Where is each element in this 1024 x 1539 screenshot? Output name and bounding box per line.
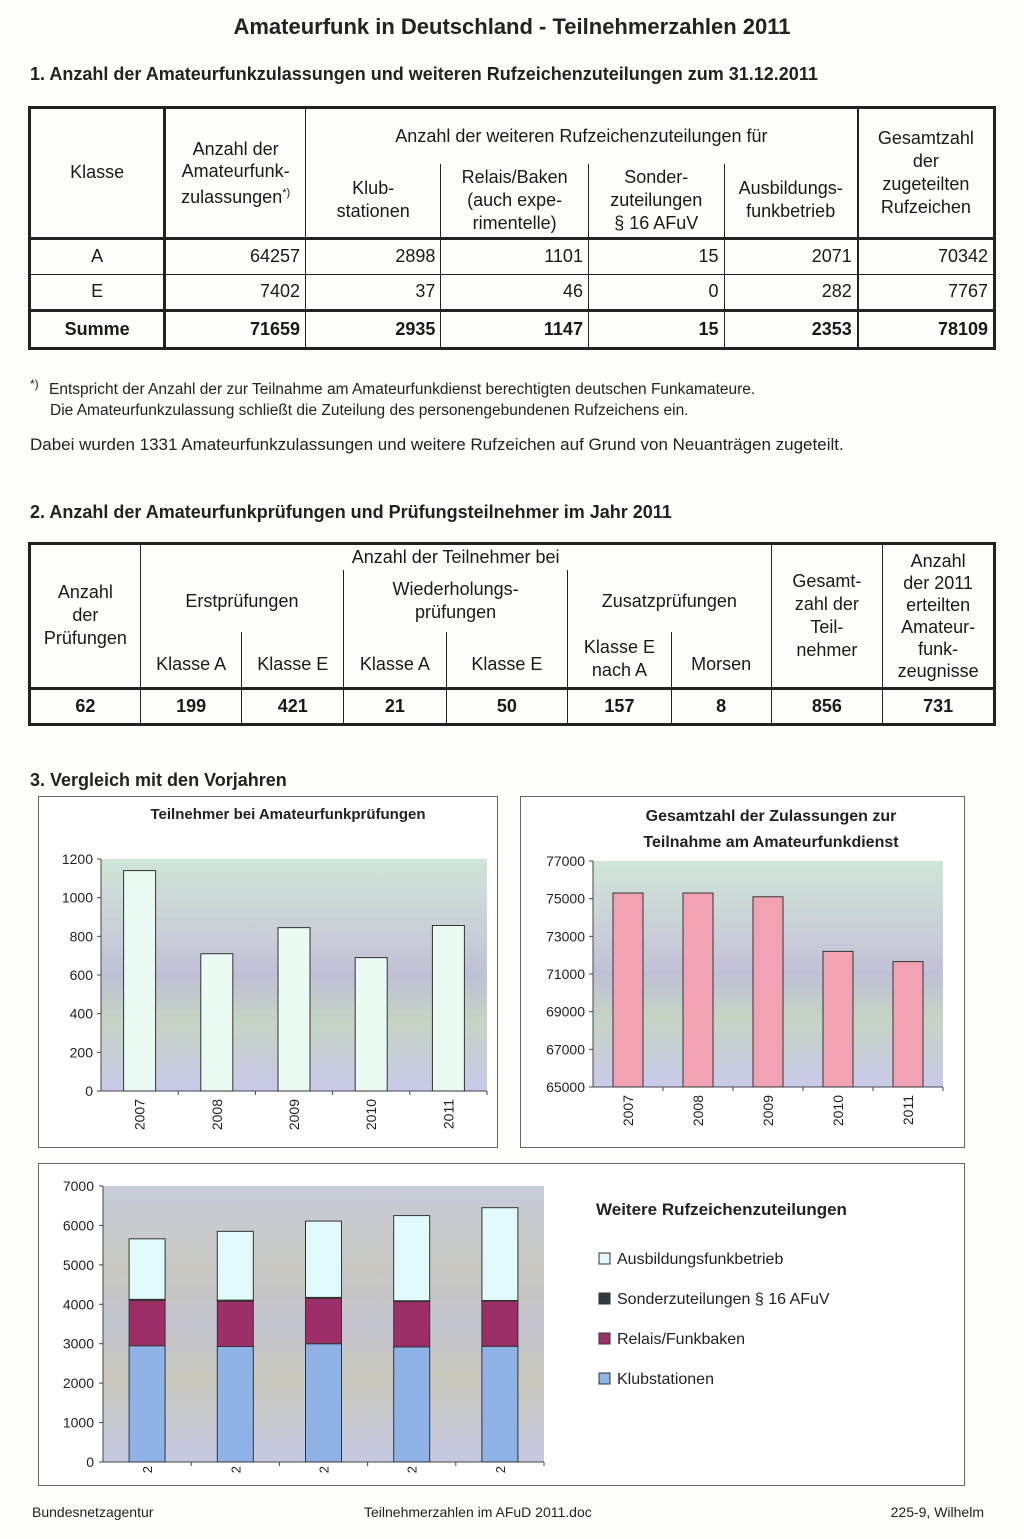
header-klasse: Klasse xyxy=(30,108,165,239)
table-row: A 64257 2898 1101 15 2071 70342 xyxy=(30,238,995,274)
y-tick-label: 77000 xyxy=(546,853,585,869)
legend-label: Klubstationen xyxy=(617,1371,714,1388)
y-tick-label: 4000 xyxy=(62,1296,94,1313)
table-row: 62 199 421 21 50 157 8 856 731 xyxy=(30,688,995,724)
section1-heading: 1. Anzahl der Amateurfunkzulassungen und weiteren Rufzeichenzuteilungen zum 31.12.2011 xyxy=(30,64,818,84)
footnote: *) Entspricht der Anzahl der zur Teilnahme am Amateurfunkdienst berechtigten deutschen Funkamateure. Die Amateurfunkzulassung schließt die Zuteilung des personengebundenen Rufzeichens ein. xyxy=(30,377,756,420)
x-tick-label: 2007 xyxy=(131,1099,148,1131)
y-tick-label: 0 xyxy=(86,1454,94,1470)
x-tick-label: 2 xyxy=(316,1466,332,1474)
bar xyxy=(683,893,713,1087)
stacked-bar-segment xyxy=(217,1346,253,1462)
x-tick-label: 2010 xyxy=(363,1099,380,1131)
y-tick-label: 200 xyxy=(69,1044,93,1061)
x-tick-label: 2009 xyxy=(760,1095,776,1127)
y-tick-label: 71000 xyxy=(546,966,585,982)
exams-table xyxy=(28,542,996,726)
legend-title: Weitere Rufzeichenzuteilungen xyxy=(596,1200,847,1219)
chart-callsigns xyxy=(39,1164,964,1485)
bar xyxy=(893,962,923,1087)
y-tick-label: 1000 xyxy=(62,1414,94,1431)
header-relais: Relais/Baken (auch expe- rimentelle) xyxy=(441,164,589,239)
header-anzahl-pruefungen: Anzahl der Prüfungen xyxy=(30,544,141,689)
header-zulassungen: Anzahl der Amateurfunk- zulassungen*) xyxy=(165,108,306,239)
y-tick-label: 2000 xyxy=(62,1375,94,1392)
chart-participants-panel xyxy=(38,796,498,1148)
y-tick-label: 67000 xyxy=(546,1041,585,1058)
stacked-bar-segment xyxy=(482,1301,518,1346)
stacked-bar-segment xyxy=(482,1346,518,1462)
header-wdh-e: Klasse E xyxy=(446,632,567,688)
section2-heading: 2. Anzahl der Amateurfunkprüfungen und Prüfungsteilnehmer im Jahr 2011 xyxy=(30,502,672,522)
chart-title: Teilnehmer bei Amateurfunkprüfungen xyxy=(150,806,426,823)
legend-swatch xyxy=(599,1373,610,1384)
x-tick-label: 2010 xyxy=(830,1095,846,1127)
y-tick-label: 65000 xyxy=(546,1079,585,1095)
y-tick-label: 69000 xyxy=(546,1003,585,1020)
x-tick-label: 2007 xyxy=(620,1095,636,1127)
y-tick-label: 75000 xyxy=(546,890,585,907)
header-erst-e: Klasse E xyxy=(242,632,344,688)
new-applications-note: Dabei wurden 1331 Amateurfunkzulassungen und weitere Rufzeichen auf Grund von Neuanträgen zugeteilt. xyxy=(30,435,844,454)
chart-title-line2: Teilnahme am Amateurfunkdienst xyxy=(643,834,899,851)
y-tick-label: 1200 xyxy=(61,851,93,867)
legend-label: Ausbildungsfunkbetrieb xyxy=(617,1251,784,1268)
stacked-bar-segment xyxy=(129,1239,165,1300)
chart-callsigns-panel xyxy=(38,1163,965,1486)
legend-swatch xyxy=(599,1253,610,1264)
bar xyxy=(278,928,310,1091)
header-klub: Klub- stationen xyxy=(306,164,441,239)
y-tick-label: 400 xyxy=(69,1005,93,1022)
legend-label: Relais/Funkbaken xyxy=(617,1331,746,1348)
legend-label: Sonderzuteilungen § 16 AFuV xyxy=(617,1291,830,1308)
x-tick-label: 2 xyxy=(228,1466,244,1474)
footer-left: Bundesnetzagentur xyxy=(32,1504,154,1520)
y-tick-label: 0 xyxy=(85,1083,93,1099)
licenses-table xyxy=(28,106,996,350)
bar xyxy=(823,951,853,1087)
y-tick-label: 1000 xyxy=(61,889,93,906)
stacked-bar-segment xyxy=(306,1298,342,1343)
y-tick-label: 5000 xyxy=(62,1256,94,1273)
header-sonder: Sonder- zuteilungen § 16 AFuV xyxy=(588,164,724,239)
chart-title-line1: Gesamtzahl der Zulassungen zur xyxy=(645,808,897,825)
y-tick-label: 73000 xyxy=(546,928,585,945)
chart-participants xyxy=(39,797,497,1147)
x-tick-label: 2008 xyxy=(208,1099,225,1131)
header-erstpruefungen: Erstprüfungen xyxy=(140,570,343,632)
x-tick-label: 2 xyxy=(140,1466,156,1474)
y-tick-label: 800 xyxy=(69,928,93,945)
x-tick-label: 2011 xyxy=(900,1095,916,1126)
footer-right: 225-9, Wilhelm xyxy=(890,1504,984,1520)
stacked-bar-segment xyxy=(129,1346,165,1462)
x-tick-label: 2011 xyxy=(440,1099,457,1130)
header-wiederholungspruefungen: Wiederholungs- prüfungen xyxy=(344,570,568,632)
bar xyxy=(355,958,387,1091)
stacked-bar-segment xyxy=(217,1231,253,1300)
header-gesamt: Gesamtzahl der zugeteilten Rufzeichen xyxy=(858,108,995,239)
stacked-bar-segment xyxy=(394,1347,430,1462)
header-gesamtzahl: Gesamt- zahl der Teil- nehmer xyxy=(771,544,883,689)
header-erst-a: Klasse A xyxy=(140,632,242,688)
y-tick-label: 3000 xyxy=(62,1335,94,1352)
header-zusatz-ea: Klasse E nach A xyxy=(568,632,672,688)
section3-heading: 3. Vergleich mit den Vorjahren xyxy=(30,770,287,790)
summe-row: Summe 71659 2935 1147 15 2353 78109 xyxy=(30,310,995,348)
header-weitere: Anzahl der weiteren Rufzeichenzuteilungen für xyxy=(306,108,858,164)
footer-center: Teilnehmerzahlen im AFuD 2011.doc xyxy=(364,1504,592,1520)
header-teilnehmer-bei: Anzahl der Teilnehmer bei xyxy=(140,544,771,571)
header-wdh-a: Klasse A xyxy=(344,632,447,688)
header-zusatzpruefungen: Zusatzprüfungen xyxy=(568,570,771,632)
y-tick-label: 7000 xyxy=(62,1178,94,1194)
y-tick-label: 6000 xyxy=(62,1217,94,1234)
bar xyxy=(124,871,156,1091)
y-tick-label: 600 xyxy=(69,967,93,983)
bar xyxy=(432,926,464,1091)
stacked-bar-segment xyxy=(306,1344,342,1462)
legend-swatch xyxy=(599,1333,610,1344)
x-tick-label: 2009 xyxy=(286,1099,302,1131)
bar xyxy=(613,893,643,1087)
table-row: E 7402 37 46 0 282 7767 xyxy=(30,274,995,310)
x-tick-label: 2008 xyxy=(690,1095,706,1127)
stacked-bar-segment xyxy=(306,1221,342,1297)
chart-licenses xyxy=(521,797,964,1147)
x-tick-label: 2 xyxy=(492,1466,508,1474)
stacked-bar-segment xyxy=(394,1216,430,1301)
bar xyxy=(201,954,233,1091)
header-ausbildung: Ausbildungs- funkbetrieb xyxy=(724,164,858,239)
x-tick-label: 2 xyxy=(404,1466,420,1474)
stacked-bar-segment xyxy=(394,1302,430,1347)
header-morsen: Morsen xyxy=(671,632,771,688)
chart-licenses-panel xyxy=(520,796,965,1148)
legend-swatch xyxy=(599,1293,610,1304)
stacked-bar-segment xyxy=(129,1300,165,1345)
header-erteilte-zeugnisse: Anzahl der 2011 erteilten Amateur- funk- zeugnisse xyxy=(883,544,995,689)
stacked-bar-segment xyxy=(482,1208,518,1301)
page-title: Amateurfunk in Deutschland - Teilnehmerzahlen 2011 xyxy=(233,14,791,39)
bar xyxy=(753,897,783,1087)
stacked-bar-segment xyxy=(217,1301,253,1346)
